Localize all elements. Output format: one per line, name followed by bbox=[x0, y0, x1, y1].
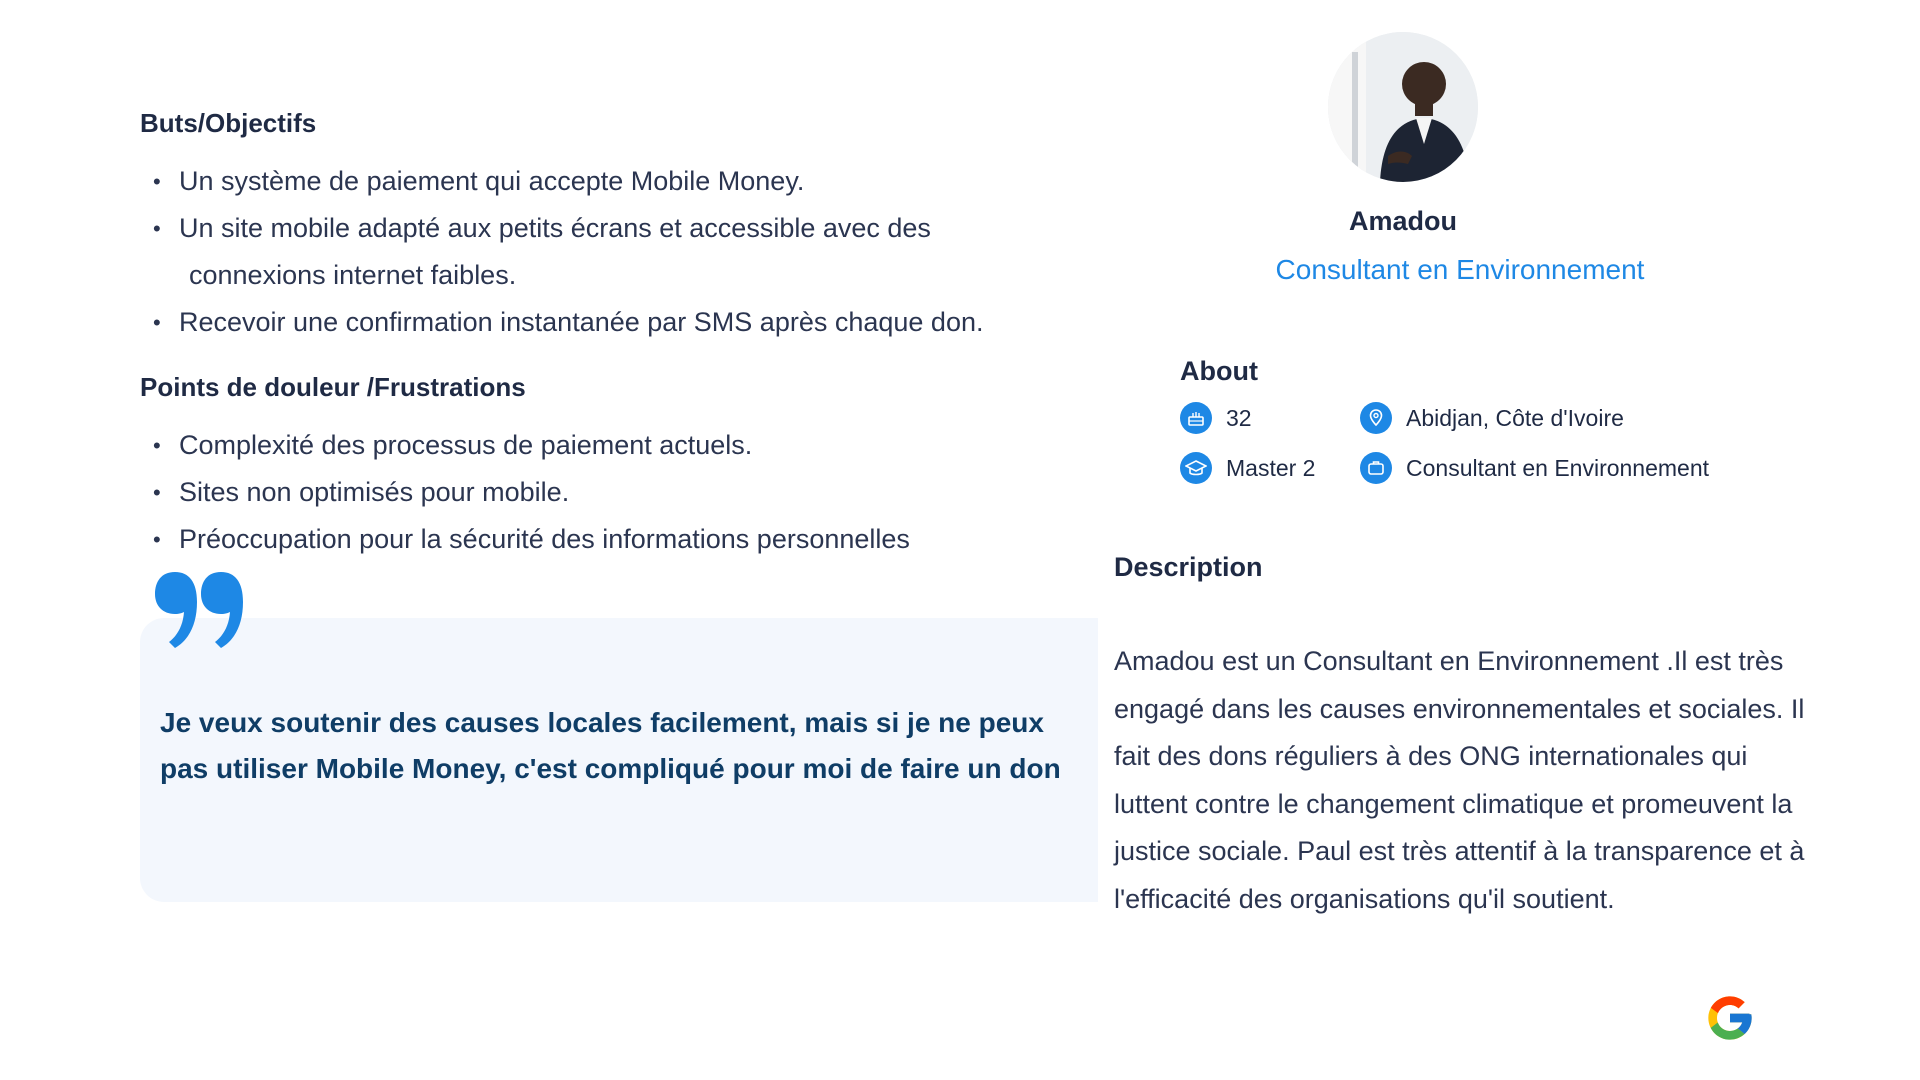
pain-points-list bbox=[140, 422, 1100, 563]
description-title: Description bbox=[1114, 552, 1263, 582]
list-item: • Un site mobile adapté aux petits écrans et accessible avec des connexions internet faibles. bbox=[140, 205, 1100, 299]
quote-text: Je veux soutenir des causes locales facilement, mais si je ne peux pas utiliser Mobile Money, c'est compliqué pour moi de faire un don bbox=[160, 707, 1061, 784]
education-value: Master 2 bbox=[1226, 454, 1316, 481]
list-item: • Recevoir une confirmation instantanée par SMS après chaque don. bbox=[140, 299, 1100, 346]
location-pin-icon bbox=[1360, 402, 1392, 434]
google-logo bbox=[1704, 992, 1756, 1044]
list-item: • Complexité des processus de paiement actuels. bbox=[140, 422, 1100, 469]
goals-list bbox=[140, 158, 1100, 346]
graduation-cap-icon bbox=[1180, 452, 1212, 484]
list-item: • Sites non optimisés pour mobile. bbox=[140, 469, 1100, 516]
education-row bbox=[1180, 452, 1315, 484]
job-value: Consultant en Environnement bbox=[1406, 454, 1710, 481]
list-item: • Préoccupation pour la sécurité des informations personnelles bbox=[140, 516, 1100, 563]
cake-icon bbox=[1180, 402, 1212, 434]
persona-name: Amadou bbox=[1349, 206, 1457, 236]
location-value: Abidjan, Côte d'Ivoire bbox=[1406, 404, 1624, 431]
persona-role: Consultant en Environnement bbox=[1275, 254, 1645, 285]
description-text: Amadou est un Consultant en Environnement .Il est très engagé dans les causes environnementales et sociales. Il fait des dons réguliers à des ONG internationales qui luttent contre le changement climatique et promeuvent la justice sociale. Paul est très attentif à la transparence et à l'efficacité des organisations qu'il soutient. bbox=[1114, 646, 1805, 914]
briefcase-icon bbox=[1360, 452, 1392, 484]
job-row bbox=[1360, 452, 1709, 484]
location-row bbox=[1360, 402, 1624, 434]
pain-points-title: Points de douleur /Frustrations bbox=[140, 372, 526, 402]
about-title: About bbox=[1180, 356, 1258, 386]
list-item: • Un système de paiement qui accepte Mobile Money. bbox=[140, 158, 1100, 205]
age-value: 32 bbox=[1226, 404, 1252, 431]
age-row bbox=[1180, 402, 1252, 434]
avatar bbox=[1328, 32, 1478, 182]
goals-title: Buts/Objectifs bbox=[140, 108, 317, 138]
quote-icon bbox=[155, 570, 245, 655]
